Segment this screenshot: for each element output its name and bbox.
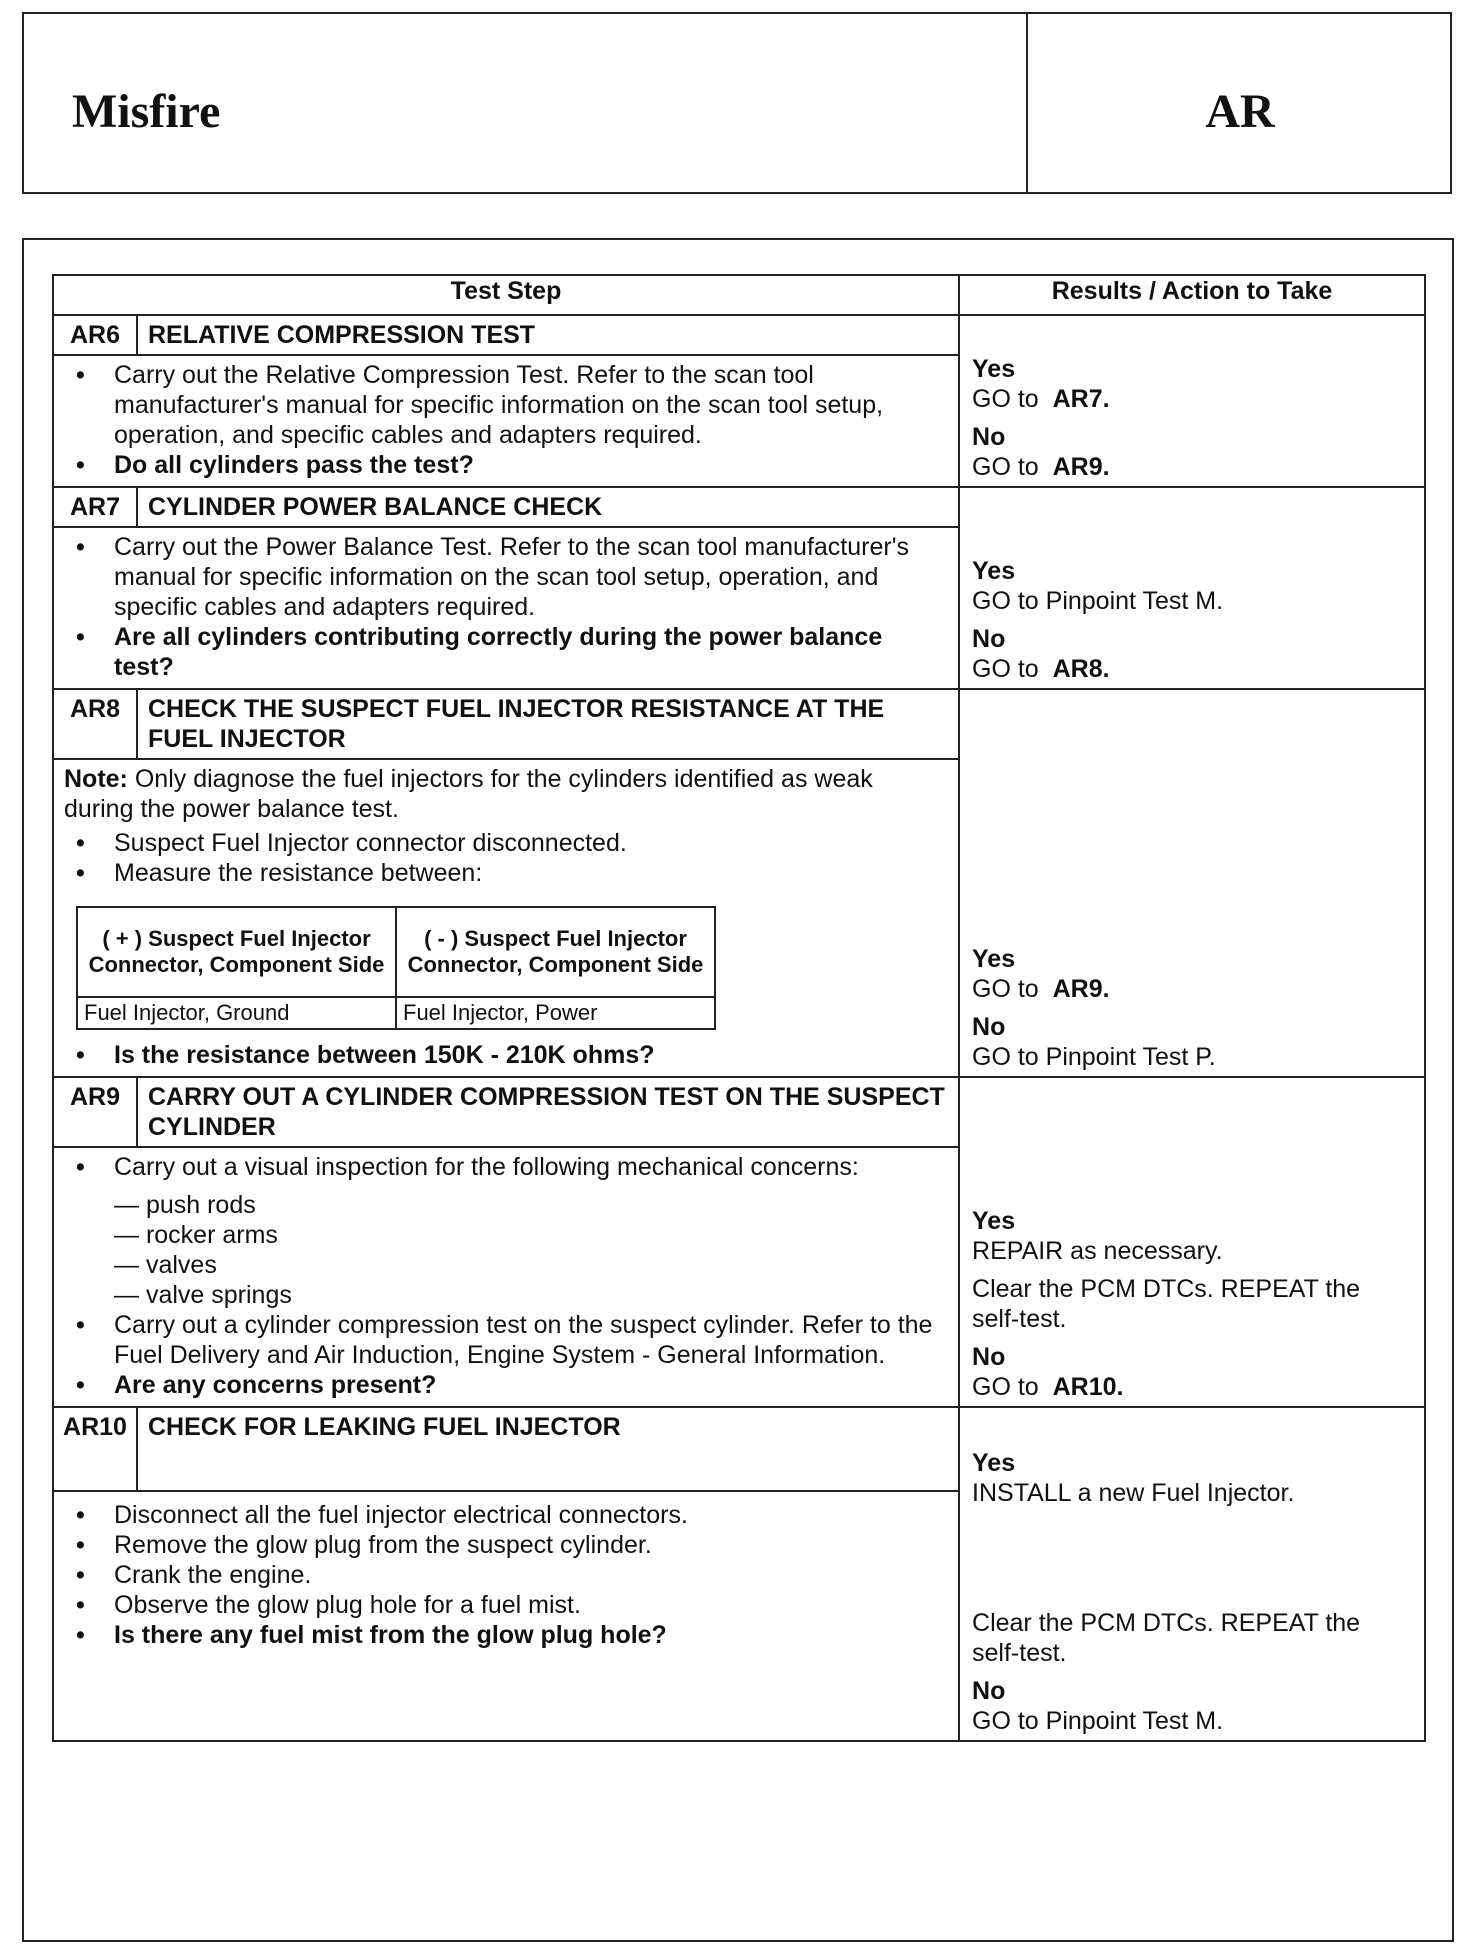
yes-label: Yes [972, 355, 1016, 383]
no-result: GO to Pinpoint Test P. [972, 1043, 1216, 1071]
step-body-ar10 [53, 1491, 959, 1741]
no-label: No [972, 1343, 1006, 1371]
measurement-value-positive: Fuel Injector, Ground [77, 997, 396, 1029]
step-question: • Are all cylinders contributing correctly during the power balance test? [64, 622, 948, 682]
step-id-ar6: AR6 [53, 315, 137, 355]
no-label: No [972, 1677, 1006, 1705]
measurement-header-negative: ( - ) Suspect Fuel Injector Connector, Component Side [396, 907, 715, 997]
result-cell-ar9 [959, 1077, 1425, 1407]
result-cell-ar8 [959, 689, 1425, 1077]
step-question: • Is there any fuel mist from the glow plug hole? [64, 1620, 948, 1650]
step-note: Note: Only diagnose the fuel injectors for the cylinders identified as weak during the power balance test. [64, 765, 873, 823]
step-body-ar7 [53, 527, 959, 689]
list-item: • Measure the resistance between: [64, 858, 948, 888]
yes-extra: Clear the PCM DTCs. REPEAT the self-test. [972, 1609, 1361, 1667]
yes-result: REPAIR as necessary. [972, 1237, 1223, 1265]
list-item: • Remove the glow plug from the suspect cylinder. [64, 1530, 948, 1560]
concern-item: — valves [114, 1250, 948, 1280]
list-item: • Disconnect all the fuel injector electrical connectors. [64, 1500, 948, 1530]
measurement-header-positive: ( + ) Suspect Fuel Injector Connector, Component Side [77, 907, 396, 997]
page-title: Misfire [72, 85, 221, 138]
result-cell-ar6 [959, 315, 1425, 487]
no-result: GO to AR10. [972, 1373, 1124, 1401]
list-item: • Carry out a visual inspection for the following mechanical concerns: [64, 1152, 948, 1182]
no-label: No [972, 423, 1006, 451]
list-item: • Crank the engine. [64, 1560, 948, 1590]
step-title-row-ar6 [53, 315, 1425, 355]
no-label: No [972, 625, 1006, 653]
header-box [22, 12, 1452, 194]
concern-list [64, 1190, 948, 1310]
step-title-row-ar7 [53, 487, 1425, 527]
yes-label: Yes [972, 1207, 1016, 1235]
step-question: • Is the resistance between 150K - 210K ohms? [64, 1040, 948, 1070]
step-question: • Do all cylinders pass the test? [64, 450, 948, 480]
result-cell-ar10 [959, 1407, 1425, 1741]
step-question: • Are any concerns present? [64, 1370, 948, 1400]
step-title-ar7: CYLINDER POWER BALANCE CHECK [137, 487, 959, 527]
list-item: • Carry out a cylinder compression test on the suspect cylinder. Refer to the Fuel Delivery and Air Induction, Engine System - General Information. [64, 1310, 948, 1370]
no-result: GO to AR9. [972, 453, 1110, 481]
yes-result: GO to AR9. [972, 975, 1110, 1003]
no-label: No [972, 1013, 1006, 1041]
yes-label: Yes [972, 1449, 1016, 1477]
list-item: • Carry out the Power Balance Test. Refer to the scan tool manufacturer's manual for specific information on the scan tool setup, operation, and specific cables and adapters required. [64, 532, 948, 622]
step-title-ar9: CARRY OUT A CYLINDER COMPRESSION TEST ON THE SUSPECT CYLINDER [137, 1077, 959, 1147]
list-item: • Observe the glow plug hole for a fuel mist. [64, 1590, 948, 1620]
step-id-ar8: AR8 [53, 689, 137, 759]
step-id-ar10: AR10 [53, 1407, 137, 1491]
yes-result: INSTALL a new Fuel Injector. [972, 1479, 1295, 1507]
column-header-test-step: Test Step [53, 275, 959, 315]
yes-label: Yes [972, 557, 1016, 585]
concern-item: — valve springs [114, 1280, 948, 1310]
step-title-row-ar8 [53, 689, 1425, 759]
measurement-table [76, 906, 716, 1030]
test-step-table [52, 274, 1426, 1742]
step-title-ar8: CHECK THE SUSPECT FUEL INJECTOR RESISTANCE AT THE FUEL INJECTOR [137, 689, 959, 759]
result-cell-ar7 [959, 487, 1425, 689]
step-title-row-ar9 [53, 1077, 1425, 1147]
table-header-row [53, 275, 1425, 315]
yes-label: Yes [972, 945, 1016, 973]
step-id-ar9: AR9 [53, 1077, 137, 1147]
concern-item: — rocker arms [114, 1220, 948, 1250]
step-body-ar6 [53, 355, 959, 487]
concern-item: — push rods [114, 1190, 948, 1220]
yes-extra: Clear the PCM DTCs. REPEAT the self-test. [972, 1275, 1361, 1333]
step-title-ar6: RELATIVE COMPRESSION TEST [137, 315, 959, 355]
list-item: • Suspect Fuel Injector connector disconnected. [64, 828, 948, 858]
section-code: AR [1205, 85, 1275, 138]
list-item: • Carry out the Relative Compression Test. Refer to the scan tool manufacturer's manual for specific information on the scan tool setup, operation, and specific cables and adapters required. [64, 360, 948, 450]
step-body-ar8 [53, 759, 959, 1077]
step-body-ar9 [53, 1147, 959, 1407]
step-title-ar10: CHECK FOR LEAKING FUEL INJECTOR [137, 1407, 959, 1491]
step-id-ar7: AR7 [53, 487, 137, 527]
no-result: GO to AR8. [972, 655, 1110, 683]
measurement-value-negative: Fuel Injector, Power [396, 997, 715, 1029]
column-header-results: Results / Action to Take [959, 275, 1425, 315]
yes-result: GO to AR7. [972, 385, 1110, 413]
yes-result: GO to Pinpoint Test M. [972, 587, 1224, 615]
step-title-row-ar10 [53, 1407, 1425, 1491]
no-result: GO to Pinpoint Test M. [972, 1707, 1224, 1735]
